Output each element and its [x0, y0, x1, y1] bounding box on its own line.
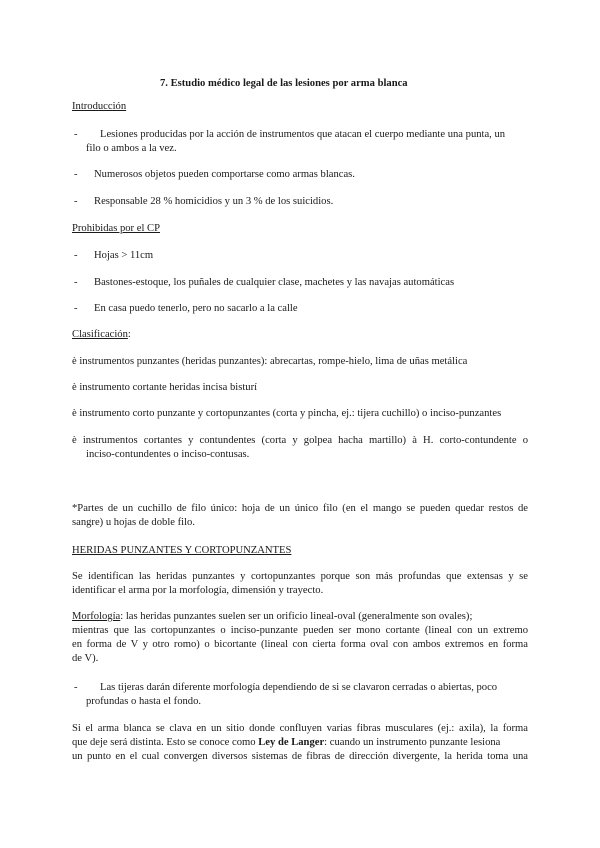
intro-bullet-1: Lesiones producidas por la acción de instrumentos que atacan el cuerpo mediante una punta, un — [100, 129, 506, 140]
cp-bullet-2: Bastones-estoque, los puñales de cualquier clase, machetes y las navajas automáticas — [94, 277, 455, 288]
morfologia-line-4: de V). — [72, 653, 99, 664]
tijeras-line-1: Las tijeras darán diferente morfología dependiendo de si se clavaron cerradas o abiertas, poco — [100, 682, 498, 693]
page-title: 7. Estudio médico legal de las lesiones por arma blanca — [160, 78, 408, 89]
intro-bullet-1-cont: filo o ambos a la vez. — [86, 143, 177, 154]
intro-bullet-2: Numerosos objetos pueden comportarse como armas blancas. — [94, 169, 355, 180]
langer-line-3: un punto en el cual convergen diversos sistemas de fibras de dirección divergente, la herida toma una — [72, 751, 528, 762]
morfologia-line-2: mientras que las cortopunzantes o inciso-punzante pueden ser mono cortante (lineal con un extremo — [72, 625, 528, 636]
bullet-dash: - — [74, 682, 78, 693]
clasif-heading-wrap — [72, 328, 131, 341]
clasif-heading: Clasificación — [72, 329, 128, 340]
heridas-p1-line-1: Se identifican las heridas punzantes y cortopunzantes porque son más profundas que extensas y se — [72, 571, 528, 582]
heridas-p1-line-2: identificar el arma por la morfología, dimensión y trayecto. — [72, 585, 324, 596]
bullet-dash: - — [74, 196, 78, 207]
heridas-heading: HERIDAS PUNZANTES Y CORTOPUNZANTES — [72, 545, 292, 556]
clasif-item-2: è instrumento cortante heridas incisa bisturí — [72, 382, 258, 393]
bullet-dash: - — [74, 250, 78, 261]
morfologia-line-1 — [72, 610, 528, 623]
langer-text-a: que deje será distinta. Esto se conoce como — [72, 737, 256, 748]
clasif-item-1: è instrumentos punzantes (heridas punzantes): abrecartas, rompe-hielo, lima de uñas metálica — [72, 356, 468, 367]
bullet-dash: - — [74, 169, 78, 180]
morfologia-line-3: en forma de V y otro romo) o bicortante (lineal con cierta forma oval con ambos extremos en forma — [72, 639, 528, 650]
cp-bullet-3: En casa puedo tenerlo, pero no sacarlo a la calle — [94, 303, 298, 314]
cp-bullet-1: Hojas > 11cm — [94, 250, 154, 261]
partes-line-1: *Partes de un cuchillo de filo único: hoja de un único filo (en el mango se pueden quedar restos de — [72, 503, 528, 514]
morfologia-text: : las heridas punzantes suelen ser un orificio lineal-oval (generalmente son ovales); — [120, 611, 473, 622]
clasif-item-4-cont: inciso-contundentes o inciso-contusas. — [86, 449, 250, 460]
ley-de-langer-term: Ley de Langer — [258, 737, 325, 748]
cp-heading: Prohibidas por el CP — [72, 223, 160, 234]
clasif-colon: : — [127, 329, 131, 340]
clasif-item-4: è instrumentos cortantes y contundentes (corta y golpea hacha martillo) à H. corto-contundente o — [72, 435, 528, 446]
bullet-dash: - — [74, 277, 78, 288]
bullet-dash: - — [74, 303, 78, 314]
langer-line-2 — [72, 736, 500, 749]
tijeras-line-2: profundas o hasta el fondo. — [86, 696, 202, 707]
morfologia-label: Morfología — [72, 611, 121, 622]
langer-text-b: : cuando un instrumento punzante lesiona — [324, 737, 501, 748]
intro-heading: Introducción — [72, 101, 127, 112]
langer-line-1: Si el arma blanca se clava en un sitio donde confluyen varias fibras musculares (ej.: axila), la forma — [72, 723, 528, 734]
bullet-dash: - — [74, 129, 78, 140]
clasif-item-3: è instrumento corto punzante y cortopunzantes (corta y pincha, ej.: tijera cuchillo) o inciso-punzantes — [72, 408, 502, 419]
intro-bullet-3: Responsable 28 % homicidios y un 3 % de los suicidios. — [94, 196, 334, 207]
partes-line-2: sangre) u hojas de doble filo. — [72, 517, 195, 528]
